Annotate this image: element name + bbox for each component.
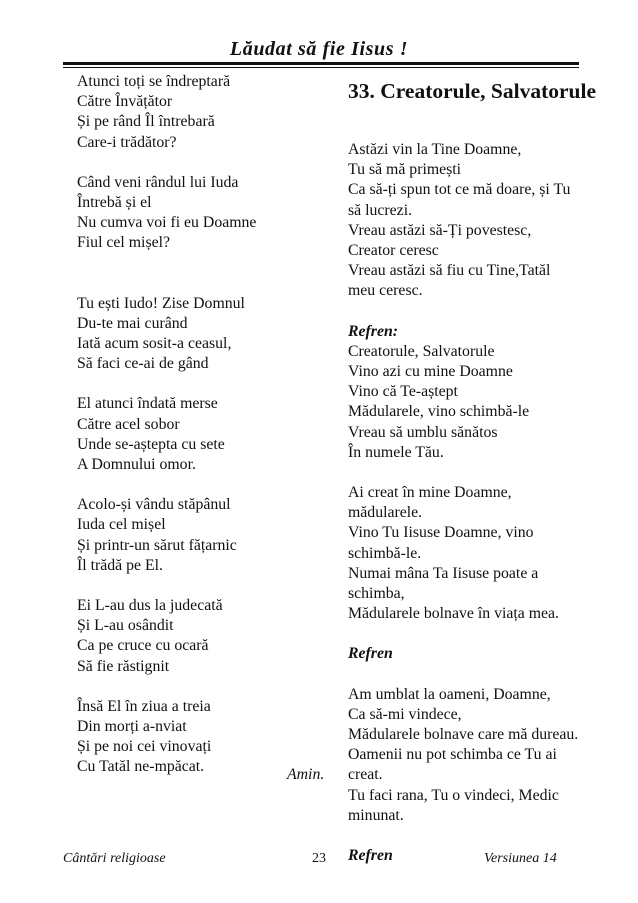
verse-line: Vreau astăzi să fiu cu Tine,Tatăl [348, 262, 551, 280]
verse-line: Nu cumva voi fi eu Doamne [77, 214, 257, 232]
footer-book-title: Cântări religioase [63, 851, 166, 866]
verse-line: Și pe rând Îl întrebară [77, 113, 215, 131]
verse-line: schimbă-le. [348, 544, 422, 562]
verse-line: Ca să-ți spun tot ce mă doare, și Tu [348, 181, 571, 199]
verse-line: Către acel sobor [77, 415, 180, 433]
refrain-repeat-1-block [348, 644, 613, 664]
refrain-line: În numele Tău. [348, 443, 444, 461]
verse-line: minunat. [348, 806, 404, 824]
verse-line: Creator ceresc [348, 242, 439, 260]
verse-line: El atunci îndată merse [77, 395, 218, 413]
verse-line: schimba, [348, 585, 405, 603]
page-header-title: Lăudat să fie Iisus ! [229, 38, 409, 60]
refrain-repeat-heading: Refren [348, 645, 393, 663]
refrain-heading: Refren: [348, 322, 399, 340]
right-column [348, 72, 613, 886]
header-rule-thin [63, 67, 579, 68]
verse-3 [348, 685, 613, 826]
verse-line: Astăzi vin la Tine Doamne, [348, 141, 522, 158]
verse-line: Însă El în ziua a treia [77, 697, 211, 715]
refrain-block [348, 322, 613, 463]
verse-line: Iuda cel mișel [77, 516, 166, 534]
verse-line: Acolo-și vându stăpânul [77, 496, 231, 514]
verse-line: Tu faci rana, Tu o vindeci, Medic [348, 786, 559, 804]
refrain-line: Creatorule, Salvatorule [348, 342, 495, 360]
verse-line: A Domnului omor. [77, 456, 196, 474]
verse-line: Du-te mai curând [77, 314, 188, 332]
verse-line: Tu ești Iudo! Zise Domnul [77, 294, 245, 312]
verse-line: Când veni rândul lui Iuda [77, 173, 239, 191]
verse-line: Să fie răstignit [77, 657, 170, 675]
verse-1 [348, 140, 613, 302]
verse-line: Ei L-au dus la judecată [77, 597, 223, 615]
left-stanza-5 [77, 495, 327, 576]
verse-line: Oamenii nu pot schimba ce Tu ai [348, 746, 557, 764]
verse-2 [348, 483, 613, 624]
refrain-line: Vreau să umblu sănătos [348, 423, 498, 441]
verse-line: Fiul cel mișel? [77, 234, 171, 252]
verse-line: Din morți a-nviat [77, 718, 187, 736]
verse-line: Tu să mă primești [348, 161, 462, 179]
footer-version: Versiunea 14 [484, 851, 557, 866]
verse-line: Către Învățător [77, 93, 173, 111]
left-stanza-1 [77, 72, 327, 153]
verse-line: Cu Tatăl ne-mpăcat. [77, 758, 205, 776]
verse-line: Am umblat la oameni, Doamne, [348, 685, 551, 703]
verse-line: mădularele. [348, 504, 423, 522]
verse-line: meu ceresc. [348, 282, 423, 300]
header-rule-thick [63, 62, 579, 65]
verse-line: Vreau astăzi să-Ți povestesc, [348, 221, 532, 239]
refrain-line: Mădularele, vino schimbă-le [348, 403, 530, 421]
song-title: 33. Creatorule, Salvatorule [348, 79, 597, 103]
left-stanza-2 [77, 173, 327, 254]
verse-line: Iată acum sosit-a ceasul, [77, 335, 232, 353]
footer-page-number: 23 [312, 851, 326, 866]
verse-line: creat. [348, 766, 383, 784]
verse-line: Vino Tu Iisuse Doamne, vino [348, 524, 534, 542]
verse-line: Numai mâna Ta Iisuse poate a [348, 564, 539, 582]
verse-line: Atunci toți se îndreptară [77, 73, 231, 90]
verse-line: Ca pe cruce cu ocară [77, 637, 209, 655]
verse-line: Și L-au osândit [77, 617, 174, 635]
verse-line: Îl trădă pe El. [77, 556, 163, 574]
verse-line: Mădularele bolnave în viața mea. [348, 605, 559, 623]
verse-line: Și printr-un sărut fățarnic [77, 536, 237, 554]
left-column [77, 72, 327, 798]
left-stanza-6 [77, 596, 327, 677]
verse-line: Unde se-aștepta cu sete [77, 435, 225, 453]
verse-line: Ai creat în mine Doamne, [348, 484, 512, 502]
verse-line: Ca să-mi vindece, [348, 705, 462, 723]
refrain-line: Vino că Te-aștept [348, 383, 458, 401]
verse-line: Mădularele bolnave care mă dureau. [348, 726, 579, 744]
refrain-repeat-heading: Refren [348, 847, 393, 865]
left-stanza-3 [77, 294, 327, 375]
verse-line: să lucrezi. [348, 201, 413, 219]
verse-line: Și pe noi cei vinovați [77, 738, 212, 756]
amen-closing: Amin. [287, 766, 325, 783]
verse-line: Întrebă și el [77, 194, 152, 212]
refrain-line: Vino azi cu mine Doamne [348, 363, 513, 381]
verse-line: Care-i trădător? [77, 133, 177, 151]
verse-line: Să faci ce-ai de gând [77, 355, 209, 373]
left-stanza-4 [77, 394, 327, 475]
